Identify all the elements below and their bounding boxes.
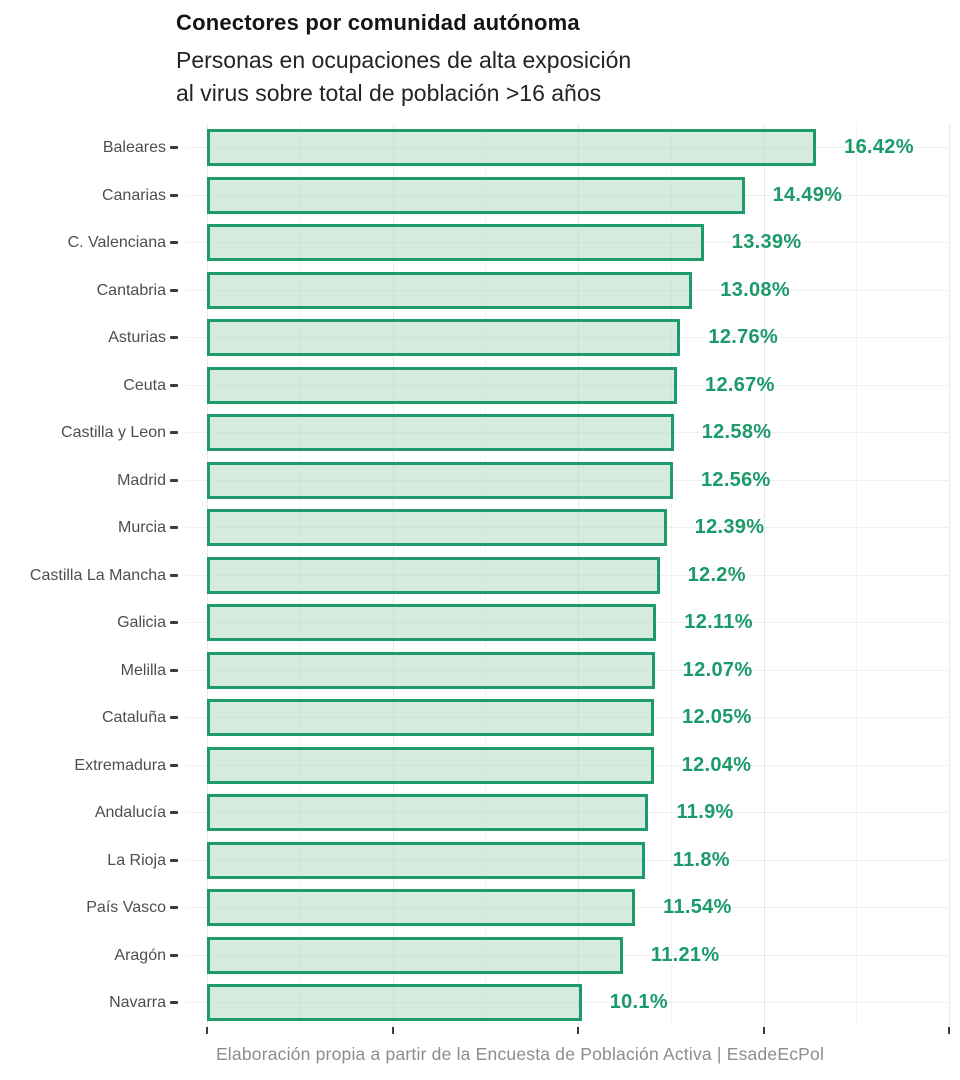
y-axis-tick	[170, 241, 178, 244]
category-label: Asturias	[108, 329, 166, 346]
value-label: 13.39%	[731, 231, 802, 253]
chart-row	[0, 599, 960, 647]
chart-row	[0, 694, 960, 742]
bar	[207, 272, 692, 309]
chart-row	[0, 979, 960, 1027]
bar	[207, 652, 655, 689]
y-axis-tick	[170, 906, 178, 909]
value-label: 12.58%	[701, 421, 772, 443]
x-axis-tick	[392, 1027, 394, 1034]
bar	[207, 699, 654, 736]
bar	[207, 794, 648, 831]
chart-subtitle	[176, 44, 631, 110]
category-label: Baleares	[102, 139, 166, 156]
y-axis-tick	[170, 146, 178, 149]
x-axis-tick	[206, 1027, 208, 1034]
category-label: Melilla	[120, 661, 166, 679]
category-label: Castilla y Leon	[61, 424, 166, 441]
bar	[207, 984, 582, 1021]
chart-row	[0, 837, 960, 885]
category-label: Ceuta	[123, 376, 166, 394]
chart-row	[0, 884, 960, 932]
category-label: Cataluña	[101, 709, 166, 726]
y-axis-tick	[170, 716, 178, 719]
value-label: 12.04%	[681, 753, 752, 776]
value-label: 12.76%	[708, 326, 779, 348]
x-axis-tick	[577, 1027, 579, 1034]
category-label: La Rioja	[107, 851, 166, 869]
chart-subtitle-line-1: Personas en ocupaciones de alta exposición	[176, 47, 632, 73]
chart-row	[0, 172, 960, 220]
value-label: 14.49%	[772, 183, 843, 206]
y-axis-tick	[170, 669, 178, 672]
chart-row	[0, 552, 960, 600]
bar	[207, 224, 704, 261]
value-label: 13.08%	[720, 278, 790, 301]
value-label: 11.21%	[650, 943, 720, 966]
value-label: 12.07%	[682, 658, 753, 681]
bar	[207, 319, 680, 356]
value-label: 12.11%	[684, 611, 753, 633]
bar	[207, 604, 656, 641]
value-label: 11.54%	[663, 896, 732, 918]
y-axis-tick	[170, 384, 178, 387]
chart-row	[0, 457, 960, 505]
value-label: 16.42%	[844, 136, 914, 158]
value-label: 12.05%	[682, 706, 752, 728]
y-axis-tick	[170, 574, 178, 577]
chart-row	[0, 932, 960, 980]
value-label: 11.8%	[672, 848, 730, 871]
category-label: Cantabria	[96, 281, 166, 299]
source-caption: Elaboración propia a partir de la Encuesta de Población Activa | EsadeEcPol	[215, 1044, 825, 1064]
chart-subtitle-line-2: al virus sobre total de población >16 años	[176, 80, 602, 106]
bar	[207, 747, 654, 784]
value-label: 12.67%	[705, 373, 775, 396]
category-label: C. Valenciana	[67, 234, 166, 251]
y-axis-tick	[170, 336, 178, 339]
category-label: Aragón	[114, 946, 166, 964]
bar	[207, 842, 645, 879]
y-axis-tick	[170, 621, 178, 624]
bar	[207, 509, 667, 546]
category-label: Canarias	[101, 186, 166, 204]
category-label: Andalucía	[94, 804, 166, 821]
value-label: 12.2%	[687, 563, 746, 586]
y-axis-tick	[170, 954, 178, 957]
chart-row	[0, 504, 960, 552]
chart-row	[0, 742, 960, 790]
bar	[207, 937, 623, 974]
y-axis-tick	[170, 764, 178, 767]
chart-row	[0, 219, 960, 267]
chart-row	[0, 124, 960, 172]
category-label: Castilla La Mancha	[29, 566, 166, 584]
y-axis-tick	[170, 1001, 178, 1004]
category-label: Navarra	[109, 994, 166, 1011]
category-label: Murcia	[117, 519, 166, 536]
bar	[207, 129, 816, 166]
bar	[207, 462, 673, 499]
category-label: País Vasco	[86, 899, 166, 916]
y-axis-tick	[170, 526, 178, 529]
category-label: Madrid	[117, 471, 166, 489]
x-axis-tick	[948, 1027, 950, 1034]
bar	[207, 557, 660, 594]
value-label: 12.39%	[694, 516, 765, 538]
bar	[207, 177, 745, 214]
value-label: 10.1%	[609, 991, 668, 1013]
chart-title: Conectores por comunidad autónoma	[176, 10, 580, 35]
x-axis-tick	[763, 1027, 765, 1034]
y-axis-tick	[170, 859, 178, 862]
chart-row	[0, 314, 960, 362]
chart-row	[0, 789, 960, 837]
y-axis-tick	[170, 194, 178, 197]
bar	[207, 367, 677, 404]
chart-row	[0, 409, 960, 457]
y-axis-tick	[170, 289, 178, 292]
bar	[207, 889, 635, 926]
y-axis-tick	[170, 479, 178, 482]
bar-rows	[0, 124, 960, 1027]
plot-area	[0, 124, 960, 1027]
value-label: 11.9%	[676, 801, 734, 823]
y-axis-tick	[170, 811, 178, 814]
value-label: 12.56%	[700, 468, 771, 491]
category-label: Extremadura	[74, 756, 166, 774]
bar	[207, 414, 674, 451]
chart-row	[0, 267, 960, 315]
y-axis-tick	[170, 431, 178, 434]
category-label: Galicia	[117, 614, 166, 631]
chart-row	[0, 362, 960, 410]
chart-row	[0, 647, 960, 695]
